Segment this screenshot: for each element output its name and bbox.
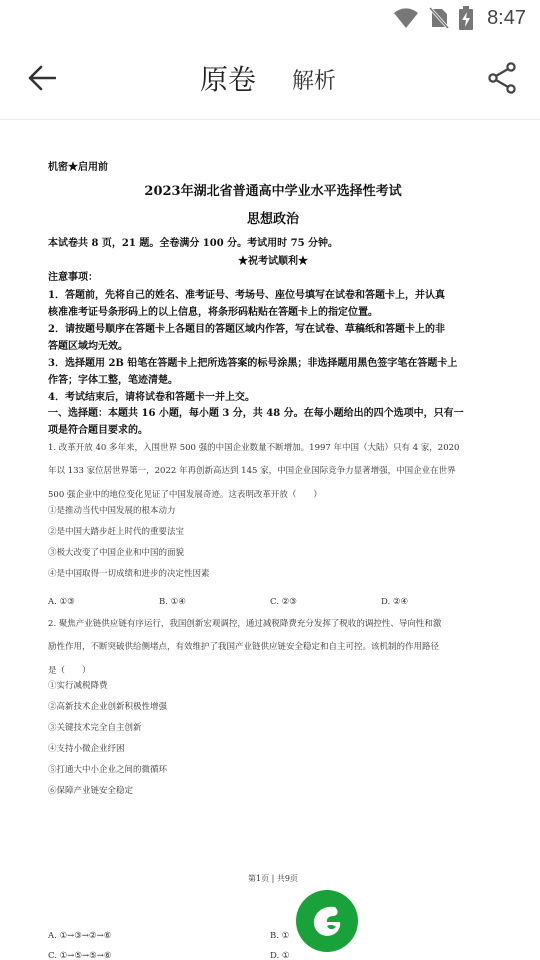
option-item: ③极大改变了中国企业和中国的面貌 [48, 548, 185, 558]
choice-d: D. ① [270, 951, 290, 960]
floating-logo-button[interactable] [296, 890, 358, 952]
question-line: 2. 聚焦产业链供应链有序运行，我国创新宏观调控，通过减税降费充分发挥了税收的调控性、导向性和激 [48, 619, 442, 629]
choice-a: A. ①③ [48, 597, 75, 607]
question-2 [48, 613, 498, 683]
tab-analysis[interactable]: 解析 [292, 69, 337, 94]
note-line: 作答；字体工整，笔迹清楚。 [48, 375, 178, 386]
choice-c: C. ②③ [270, 597, 297, 607]
notes-list [48, 287, 498, 406]
status-time: 8:47 [487, 6, 526, 29]
question-line: 年以 133 家位居世界第一，2022 年再创新高达到 145 家，中国企业国际竞争力显著增强，中国企业在世界 [48, 466, 456, 477]
option-item: ②是中国大踏步赶上时代的重要法宝 [48, 527, 185, 537]
choice-b: B. ① [270, 931, 290, 941]
status-icons [393, 4, 526, 32]
question-line: 是（ ） [48, 665, 91, 676]
page-footer: 第1页 | 共9页 [248, 874, 298, 883]
question-line: 500 强企业中的地位变化见证了中国发展奇迹。这表明改革开放（ ） [48, 489, 322, 500]
notes-title: 注意事项： [48, 272, 98, 283]
leaf-logo-icon [305, 899, 349, 943]
status-bar [0, 0, 540, 36]
option-item: ①实行减税降费 [48, 681, 108, 691]
section-heading-line: 项是符合题目要求的。 [48, 425, 148, 436]
no-sim-icon [429, 7, 449, 29]
choice-d: D. ②④ [381, 597, 409, 607]
choice-b: B. ①④ [159, 597, 186, 607]
share-icon [487, 62, 517, 94]
note-line: 3．选择题用 2B 铅笔在答题卡上把所选答案的标号涂黑；非选择题用黑色签字笔在答题卡上 [48, 358, 458, 369]
choice-a: A. ①→③→②→⑥ [48, 931, 112, 941]
arrow-left-icon [28, 65, 56, 91]
exam-wish: ★祝考试顺利★ [238, 256, 308, 267]
back-button[interactable] [20, 56, 64, 100]
share-button[interactable] [480, 56, 524, 100]
note-line: 答题区域均无效。 [48, 341, 128, 352]
app-bar [0, 36, 540, 120]
note-line: 1．答题前，先将自己的姓名、准考证号、考场号、座位号填写在试卷和答题卡上，并认真 [48, 290, 445, 301]
battery-charging-icon [459, 6, 473, 30]
confidential-label: 机密★启用前 [48, 162, 108, 173]
note-line: 核准准考证号条形码上的以上信息，将条形码粘贴在答题卡上的指定位置。 [48, 307, 378, 318]
wifi-icon [393, 7, 419, 29]
option-item: ⑥保障产业链安全稳定 [48, 786, 134, 796]
question-1 [48, 437, 498, 507]
option-item: ④是中国取得一切成绩和进步的决定性因素 [48, 569, 210, 579]
question-1-options [48, 505, 210, 589]
option-item: ①是推动当代中国发展的根本动力 [48, 506, 176, 516]
note-line: 4．考试结束后，请将试卷和答题卡一并上交。 [48, 392, 255, 403]
question-line: 励性作用，不断突破供给侧堵点，有效维护了我国产业链供应链安全稳定和自主可控。该机制的作用路径 [48, 642, 440, 653]
option-item: ④支持小微企业纾困 [48, 744, 125, 754]
exam-title: 2023年湖北省普通高中学业水平选择性考试 [144, 184, 402, 199]
option-item: ②高新技术企业创新积极性增强 [48, 702, 168, 712]
note-line: 2．请按题号顺序在答题卡上各题目的答题区域内作答，写在试卷、草稿纸和答题卡上的非 [48, 324, 445, 335]
option-item: ③关键技术完全自主创新 [48, 723, 142, 733]
section-heading-line: 一、选择题：本题共 16 小题，每小题 3 分，共 48 分。在每小题给出的四个选项中，只有一 [48, 408, 464, 419]
option-item: ⑤打通大中小企业之间的微循环 [48, 765, 168, 775]
tab-original-paper[interactable]: 原卷 [200, 63, 257, 96]
exam-subject: 思想政治 [246, 212, 299, 227]
question-line: 1. 改革开放 40 多年来，入围世界 500 强的中国企业数量不断增加。1997 年中国（大陆）只有 4 家，2020 [48, 443, 460, 453]
choice-c: C. ①→⑤→⑤→⑥ [48, 951, 112, 960]
question-2-options [48, 680, 167, 806]
exam-info: 本试卷共 8 页，21 题。全卷满分 100 分。考试用时 75 分钟。 [48, 238, 339, 249]
section-heading [48, 405, 498, 439]
